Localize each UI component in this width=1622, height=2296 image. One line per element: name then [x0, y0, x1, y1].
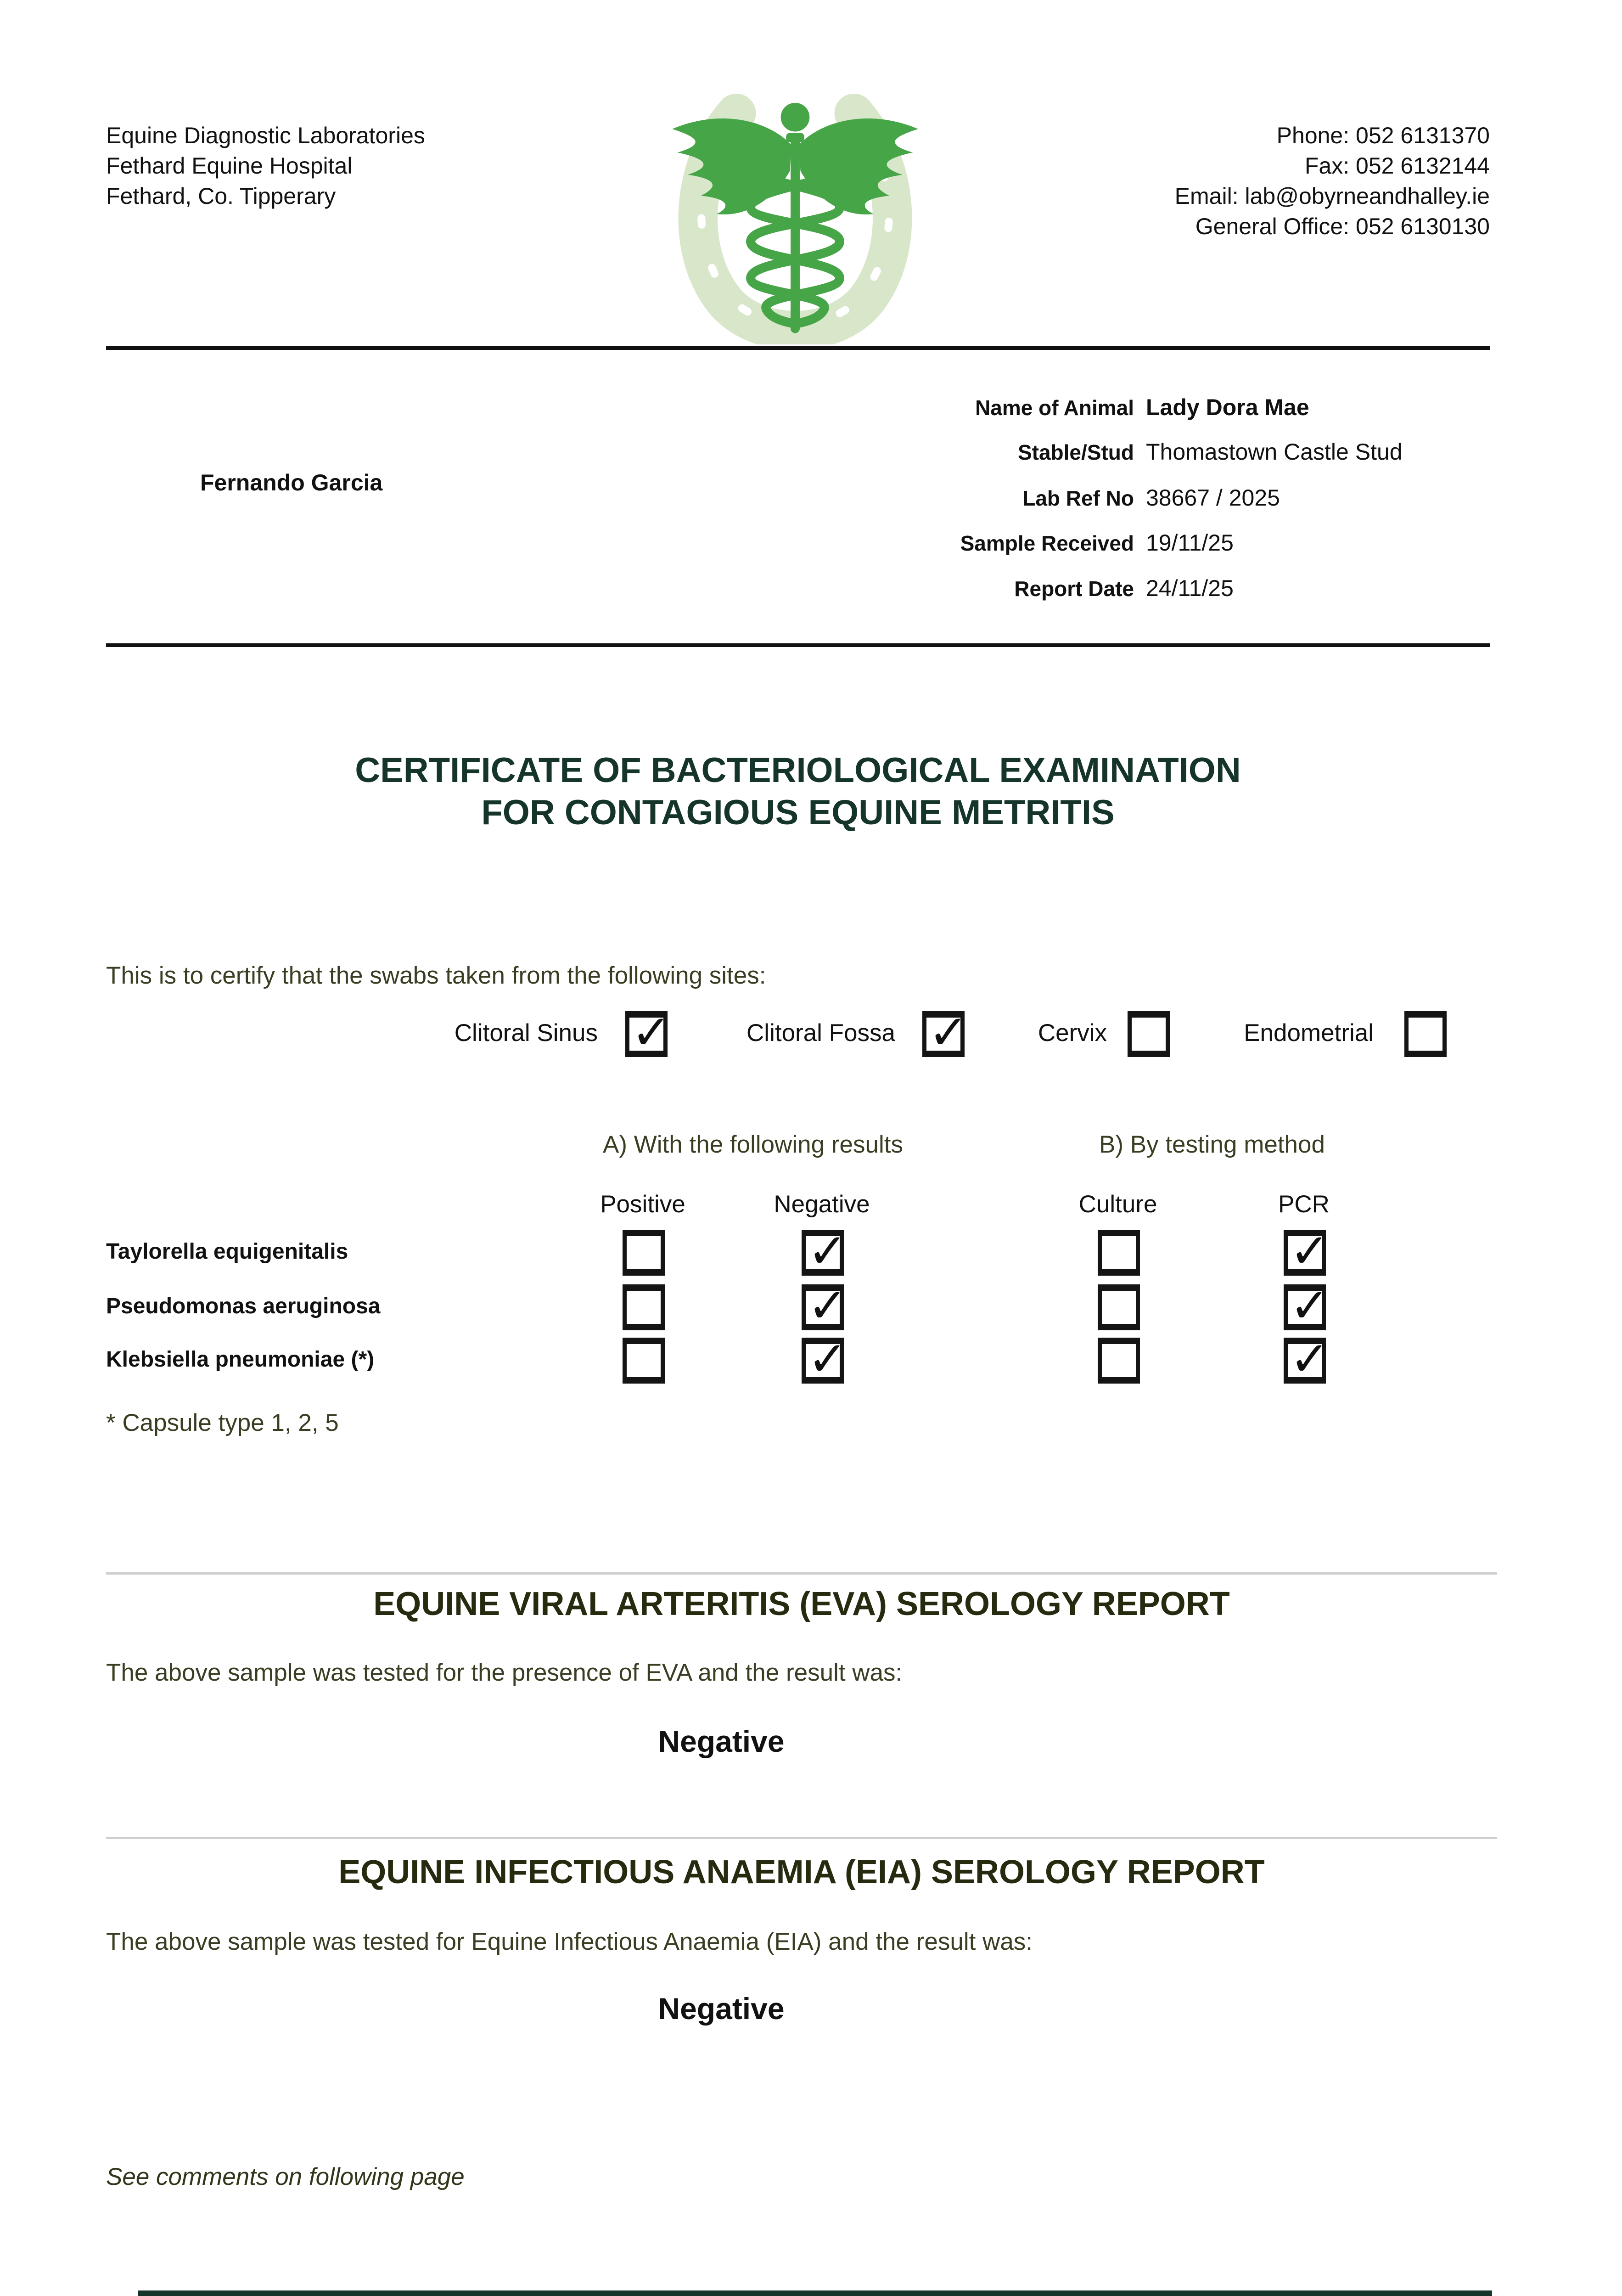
field-value: 38667 / 2025 [1146, 485, 1280, 511]
site-label-clitoral-fossa: Clitoral Fossa [746, 1019, 895, 1047]
lab-contact-info [1175, 120, 1490, 242]
eia-section-title: EQUINE INFECTIOUS ANAEMIA (EIA) SEROLOGY REPORT [338, 1854, 1265, 1891]
site-label-cervix: Cervix [1038, 1019, 1107, 1047]
checkbox-pseudomonas-positive [623, 1284, 665, 1330]
eia-body-text: The above sample was tested for Equine Infectious Anaemia (EIA) and the result was: [106, 1928, 1033, 1955]
certificate-title [106, 749, 1490, 834]
eva-body-text: The above sample was tested for the presence of EVA and the result was: [106, 1659, 903, 1686]
info-row-sample-received [826, 529, 1234, 556]
certificate-title-line1: CERTIFICATE OF BACTERIOLOGICAL EXAMINATION [355, 751, 1241, 790]
organism-name: Taylorella equigenitalis [106, 1239, 348, 1264]
checkbox-klebsiella-pcr [1284, 1331, 1330, 1387]
checkmark-icon: ✓ [1290, 1223, 1330, 1279]
checkbox-pseudomonas-culture [1098, 1284, 1140, 1330]
checkmark-icon: ✓ [631, 1004, 672, 1060]
fax-number: Fax: 052 6132144 [1304, 153, 1490, 179]
field-value: 19/11/25 [1146, 530, 1234, 556]
checkbox-clitoral-sinus [625, 1004, 672, 1060]
checkmark-icon: ✓ [1290, 1277, 1330, 1334]
field-label: Sample Received [960, 531, 1134, 555]
checkbox-cervix [1128, 1011, 1170, 1057]
client-name: Fernando Garcia [200, 470, 383, 495]
lab-name: Equine Diagnostic Laboratories [106, 123, 425, 148]
field-label: Name of Animal [975, 396, 1134, 420]
checkmark-icon: ✓ [808, 1277, 848, 1334]
section-divider [106, 1837, 1497, 1839]
column-header-pcr: PCR [1278, 1191, 1330, 1218]
checkbox-klebsiella-negative [802, 1331, 848, 1387]
phone-number: Phone: 052 6131370 [1276, 123, 1490, 148]
checkmark-icon: ✓ [808, 1331, 848, 1387]
checkbox-taylorella-positive [623, 1230, 665, 1276]
certificate-title-line2: FOR CONTAGIOUS EQUINE METRITIS [481, 793, 1115, 832]
checkbox-endometrial [1404, 1011, 1447, 1057]
field-label: Report Date [1014, 577, 1134, 601]
footer-bar [138, 2290, 1492, 2296]
field-value: Thomastown Castle Stud [1146, 439, 1403, 465]
email-address: Email: lab@obyrneandhalley.ie [1174, 183, 1490, 209]
eia-result: Negative [658, 1992, 785, 2026]
field-label: Lab Ref No [1022, 486, 1134, 510]
site-label-clitoral-sinus: Clitoral Sinus [454, 1019, 598, 1047]
checkbox-taylorella-pcr [1284, 1223, 1330, 1279]
organism-name: Pseudomonas aeruginosa [106, 1294, 381, 1318]
column-header-negative: Negative [774, 1191, 870, 1218]
checkmark-icon: ✓ [808, 1223, 848, 1279]
horizontal-rule-second [106, 643, 1490, 647]
checkbox-clitoral-fossa [922, 1004, 969, 1060]
checkbox-pseudomonas-pcr [1284, 1277, 1330, 1334]
horizontal-rule-top [106, 346, 1490, 350]
checkbox-klebsiella-positive [623, 1338, 665, 1384]
info-row-stable-stud [826, 439, 1403, 465]
column-header-culture: Culture [1078, 1191, 1157, 1218]
info-row-report-date [826, 575, 1234, 602]
info-row-lab-ref-no [826, 484, 1280, 511]
field-value: 24/11/25 [1146, 575, 1234, 601]
capsule-type-footnote: * Capsule type 1, 2, 5 [106, 1409, 339, 1436]
certify-intro-text: This is to certify that the swabs taken from the following sites: [106, 962, 766, 989]
eva-section-title: EQUINE VIRAL ARTERITIS (EVA) SEROLOGY REPORT [373, 1586, 1230, 1622]
checkbox-klebsiella-culture [1098, 1338, 1140, 1384]
info-row-name-of-animal [826, 394, 1309, 421]
general-office-number: General Office: 052 6130130 [1195, 214, 1490, 239]
organism-name: Klebsiella pneumoniae (*) [106, 1347, 375, 1372]
section-divider [106, 1572, 1497, 1575]
column-header-positive: Positive [600, 1191, 685, 1218]
lab-address [106, 120, 425, 211]
eva-result: Negative [658, 1724, 785, 1758]
checkbox-taylorella-culture [1098, 1230, 1140, 1276]
checkmark-icon: ✓ [1290, 1331, 1330, 1387]
checkbox-taylorella-negative [802, 1223, 848, 1279]
field-value: Lady Dora Mae [1146, 394, 1309, 420]
field-label: Stable/Stud [1017, 440, 1134, 464]
site-label-endometrial: Endometrial [1244, 1019, 1374, 1047]
method-group-header: B) By testing method [1099, 1131, 1325, 1158]
checkmark-icon: ✓ [928, 1004, 969, 1060]
lab-location: Fethard, Co. Tipperary [106, 183, 336, 209]
results-group-header: A) With the following results [603, 1131, 903, 1158]
see-comments-note: See comments on following page [106, 2163, 465, 2190]
lab-hospital: Fethard Equine Hospital [106, 153, 353, 179]
checkbox-pseudomonas-negative [802, 1277, 848, 1334]
caduceus-horseshoe-logo-icon [664, 94, 926, 344]
